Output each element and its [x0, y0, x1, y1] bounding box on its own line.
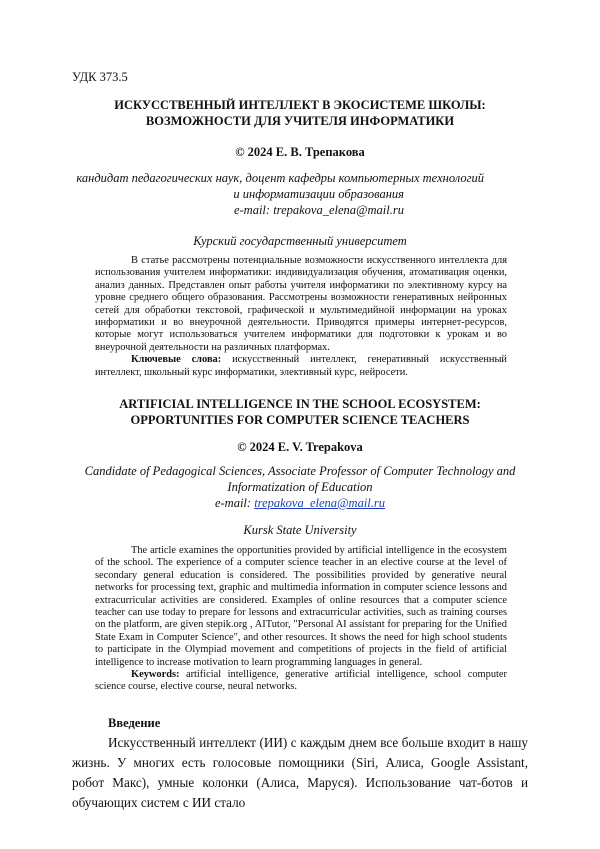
- udk-code: УДК 373.5: [72, 70, 128, 84]
- en-university: Kursk State University: [243, 523, 357, 537]
- intro-body: [72, 733, 528, 813]
- en-email-link[interactable]: trepakova_elena@mail.ru: [254, 496, 386, 510]
- ru-affiliation-line1: кандидат педагогических наук, доцент кафедры компьютерных технологий: [76, 171, 484, 185]
- en-abstract: [95, 545, 507, 694]
- en-title-line2: OPPORTUNITIES FOR COMPUTER SCIENCE TEACHERS: [130, 413, 470, 427]
- ru-university: Курский государственный университет: [193, 234, 407, 248]
- en-title-line1: ARTIFICIAL INTELLIGENCE IN THE SCHOOL ECOSYSTEM:: [119, 397, 481, 411]
- en-affiliation: [72, 463, 528, 511]
- ru-keywords: [95, 354, 507, 379]
- ru-keywords-text: искусственный интеллект, генеративный искусственный интеллект, школьный курс информатики, элективный курс, нейросети.: [95, 354, 507, 378]
- ru-email: e-mail: trepakova_elena@mail.ru: [233, 203, 404, 217]
- intro-paragraph: Искусственный интеллект (ИИ) с каждым днем все больше входит в нашу жизнь. У многих есть голосовые помощники (Siri, Алиса, Google Assistant, робот Макс), умные колонки (Алиса, Маруся). Использование чат-ботов и обучающих систем с ИИ стало: [72, 735, 528, 810]
- ru-affiliation-line2: и информатизации образования: [233, 187, 404, 201]
- en-author: © 2024 E. V. Trepakova: [237, 440, 363, 454]
- en-email-label: e-mail:: [214, 496, 255, 510]
- en-keywords: [95, 669, 507, 694]
- en-affiliation-line1: Candidate of Pedagogical Sciences, Associate Professor of Computer Technology and: [84, 464, 516, 478]
- en-keywords-label: Keywords:: [131, 669, 180, 681]
- en-title: [72, 396, 528, 428]
- ru-abstract: [95, 255, 507, 379]
- en-email-line: [72, 495, 528, 511]
- ru-keywords-label: Ключевые слова:: [131, 354, 222, 366]
- ru-abstract-text: В статье рассмотрены потенциальные возможности искусственного интеллекта для использования учителем информатики: индивидуализация обучения, атомативация оценки, анализ данных. Представлен опыт работы учителя информатики по элективному курсу на уровне среднего общего образования. Рассмотрены возможности генеративных нейронных сетей для обработки текстовой, графической и мультимедийной информации на уроках информатики и во внеурочной деятельности. Приводятся примеры интернет-ресурсов, которые могут использоваться учителем информатики для подготовки к урокам и во внеурочной деятельности на различных платформах.: [95, 255, 507, 353]
- ru-title-line1: ИСКУССТВЕННЫЙ ИНТЕЛЛЕКТ В ЭКОСИСТЕМЕ ШКОЛЫ:: [114, 98, 486, 112]
- intro-heading: Введение: [108, 716, 161, 730]
- en-affiliation-line2: Informatization of Education: [227, 480, 373, 494]
- en-abstract-text: The article examines the opportunities provided by artificial intelligence in the ecosystem of the school. The experience of a computer science teacher in an elective course at the level of secondary general education is considered. The possibilities provided by generative neural networks for processing text, graphic and multimedia information in computer science lessons and extracurricular activities are considered. Examples of online resources that a computer science teacher can use today to prepare for lessons and extracurricular activities, such as training courses on the platform, are given stepik.org , AITutor, "Personal AI assistant for preparing for the Unified State Exam in Computer Science", and other resources. It shows the need for high school students to participate in the Olympiad movement and competitions of projects in the field of artificial intelligence to increase motivation to learn programming languages in general.: [95, 545, 507, 668]
- en-keywords-text: artificial intelligence, generative artificial intelligence, school computer science course, elective course, neural networks.: [95, 669, 507, 693]
- ru-affiliation: [72, 170, 528, 218]
- ru-author: © 2024 Е. В. Трепакова: [235, 145, 365, 159]
- ru-title: [72, 97, 528, 129]
- ru-title-line2: ВОЗМОЖНОСТИ ДЛЯ УЧИТЕЛЯ ИНФОРМАТИКИ: [145, 114, 455, 128]
